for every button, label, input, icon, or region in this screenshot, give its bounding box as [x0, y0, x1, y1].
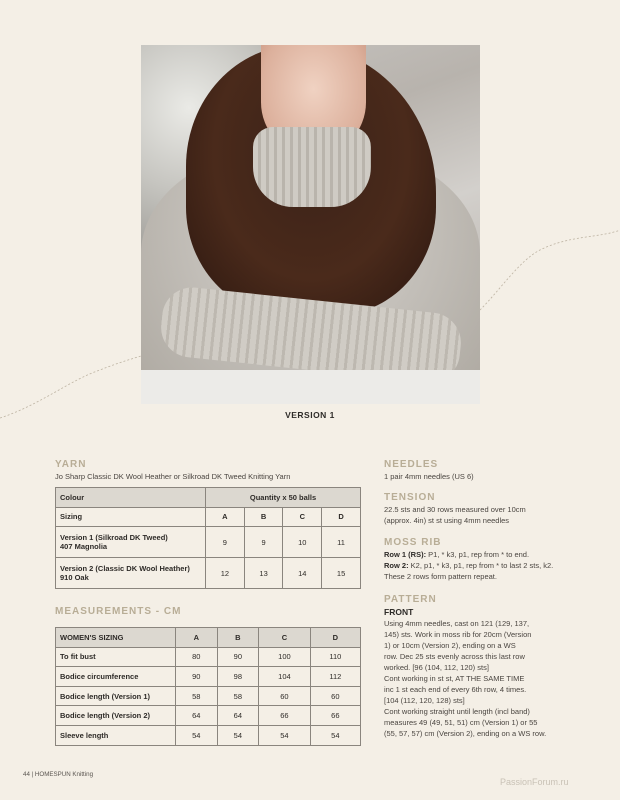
- value-cell: 10: [283, 527, 322, 558]
- value-cell: 90: [217, 647, 259, 667]
- value-cell: 54: [310, 725, 360, 745]
- row-label: Bodice circumference: [56, 667, 176, 687]
- table-row: [56, 686, 361, 706]
- moss-rib-heading: MOSS RIB: [384, 537, 442, 548]
- moss-rib-row2: [384, 561, 553, 571]
- size-cell: C: [283, 507, 322, 527]
- header-cell: C: [259, 628, 311, 648]
- value-cell: 110: [310, 647, 360, 667]
- row2-label: Row 2:: [384, 561, 409, 570]
- tension-line: 22.5 sts and 30 rows measured over 10cm: [384, 505, 526, 514]
- colour-header: Colour: [56, 488, 206, 508]
- photo-table: [141, 370, 480, 404]
- pattern-line: worked. [96 (104, 112, 120) sts]: [384, 663, 489, 672]
- value-cell: 54: [259, 725, 311, 745]
- needles-heading: NEEDLES: [384, 459, 439, 470]
- page-footer: 44 | HOMESPUN Knitting: [23, 771, 94, 778]
- value-cell: 60: [259, 686, 311, 706]
- version-label: Version 2 (Classic DK Wool Heather): [60, 564, 190, 574]
- table-header-row: [56, 488, 361, 508]
- pattern-line: measures 49 (49, 51, 51) cm (Version 1) or 55: [384, 718, 538, 727]
- value-cell: 9: [206, 527, 245, 558]
- photo-collar: [253, 127, 371, 207]
- value-cell: 54: [176, 725, 218, 745]
- row-label: [56, 558, 206, 589]
- row-label: [56, 527, 206, 558]
- pattern-line: 1) or 10cm (Version 2), ending on a WS: [384, 641, 516, 650]
- pattern-line: Cont working in st st, AT THE SAME TIME: [384, 674, 525, 683]
- value-cell: 58: [176, 686, 218, 706]
- sweater-photo: [141, 45, 480, 404]
- front-subheading: FRONT: [384, 607, 414, 617]
- watermark: PassionForum.ru: [500, 777, 569, 787]
- photo-caption: VERSION 1: [285, 410, 335, 420]
- header-cell: B: [217, 628, 259, 648]
- value-cell: 15: [322, 558, 361, 589]
- moss-rib-row1: [384, 550, 529, 560]
- quantity-header: Quantity x 50 balls: [206, 488, 361, 508]
- table-row: [56, 647, 361, 667]
- header-cell: WOMEN'S SIZING: [56, 628, 176, 648]
- value-cell: 9: [244, 527, 283, 558]
- measurements-table: [55, 627, 361, 746]
- measurements-heading: MEASUREMENTS - CM: [55, 606, 182, 617]
- value-cell: 11: [322, 527, 361, 558]
- row1-text: P1, * k3, p1, rep from * to end.: [426, 550, 530, 559]
- row-label: To fit bust: [56, 647, 176, 667]
- row1-label: Row 1 (RS):: [384, 550, 427, 559]
- version-label: Version 1 (Silkroad DK Tweed): [60, 533, 168, 543]
- pattern-line: row. Dec 25 sts evenly across this last row: [384, 652, 525, 661]
- yarn-text: Jo Sharp Classic DK Wool Heather or Silkroad DK Tweed Knitting Yarn: [55, 472, 291, 481]
- value-cell: 112: [310, 667, 360, 687]
- table-row: [56, 527, 361, 558]
- pattern-line: 145) sts. Work in moss rib for 20cm (Version: [384, 630, 532, 639]
- size-cell: B: [244, 507, 283, 527]
- row2-text: K2, p1, * k3, p1, rep from * to last 2 sts, k2.: [408, 561, 554, 570]
- pattern-line: inc 1 st each end of every 6th row, 4 times.: [384, 685, 527, 694]
- sizing-label: Sizing: [56, 507, 206, 527]
- value-cell: 66: [310, 706, 360, 726]
- pattern-line: Using 4mm needles, cast on 121 (129, 137,: [384, 619, 530, 628]
- value-cell: 64: [217, 706, 259, 726]
- table-row: [56, 667, 361, 687]
- value-cell: 100: [259, 647, 311, 667]
- yarn-heading: YARN: [55, 459, 87, 470]
- value-cell: 66: [259, 706, 311, 726]
- needles-text: 1 pair 4mm needles (US 6): [384, 472, 474, 481]
- row-label: Bodice length (Version 2): [56, 706, 176, 726]
- value-cell: 12: [206, 558, 245, 589]
- colour-label: 910 Oak: [60, 573, 89, 583]
- pattern-line: Cont working straight until length (incl band): [384, 707, 530, 716]
- pattern-line: (55, 57, 57) cm (Version 2), ending on a WS row.: [384, 729, 547, 738]
- row-label: Bodice length (Version 1): [56, 686, 176, 706]
- value-cell: 104: [259, 667, 311, 687]
- row-label: Sleeve length: [56, 725, 176, 745]
- value-cell: 98: [217, 667, 259, 687]
- table-row: [56, 725, 361, 745]
- size-cell: A: [206, 507, 245, 527]
- size-cell: D: [322, 507, 361, 527]
- moss-rib-line3: These 2 rows form pattern repeat.: [384, 572, 497, 581]
- value-cell: 80: [176, 647, 218, 667]
- table-row: [56, 558, 361, 589]
- value-cell: 64: [176, 706, 218, 726]
- header-cell: D: [310, 628, 360, 648]
- value-cell: 60: [310, 686, 360, 706]
- pattern-heading: PATTERN: [384, 594, 437, 605]
- tension-line: (approx. 4in) st st using 4mm needles: [384, 516, 510, 525]
- value-cell: 13: [244, 558, 283, 589]
- table-row: [56, 507, 361, 527]
- pattern-line: [104 (112, 120, 128) sts]: [384, 696, 465, 705]
- value-cell: 14: [283, 558, 322, 589]
- value-cell: 54: [217, 725, 259, 745]
- value-cell: 58: [217, 686, 259, 706]
- table-header-row: [56, 628, 361, 648]
- tension-heading: TENSION: [384, 492, 436, 503]
- header-cell: A: [176, 628, 218, 648]
- colour-label: 407 Magnolia: [60, 542, 108, 552]
- value-cell: 90: [176, 667, 218, 687]
- yarn-table: [55, 487, 361, 589]
- table-row: [56, 706, 361, 726]
